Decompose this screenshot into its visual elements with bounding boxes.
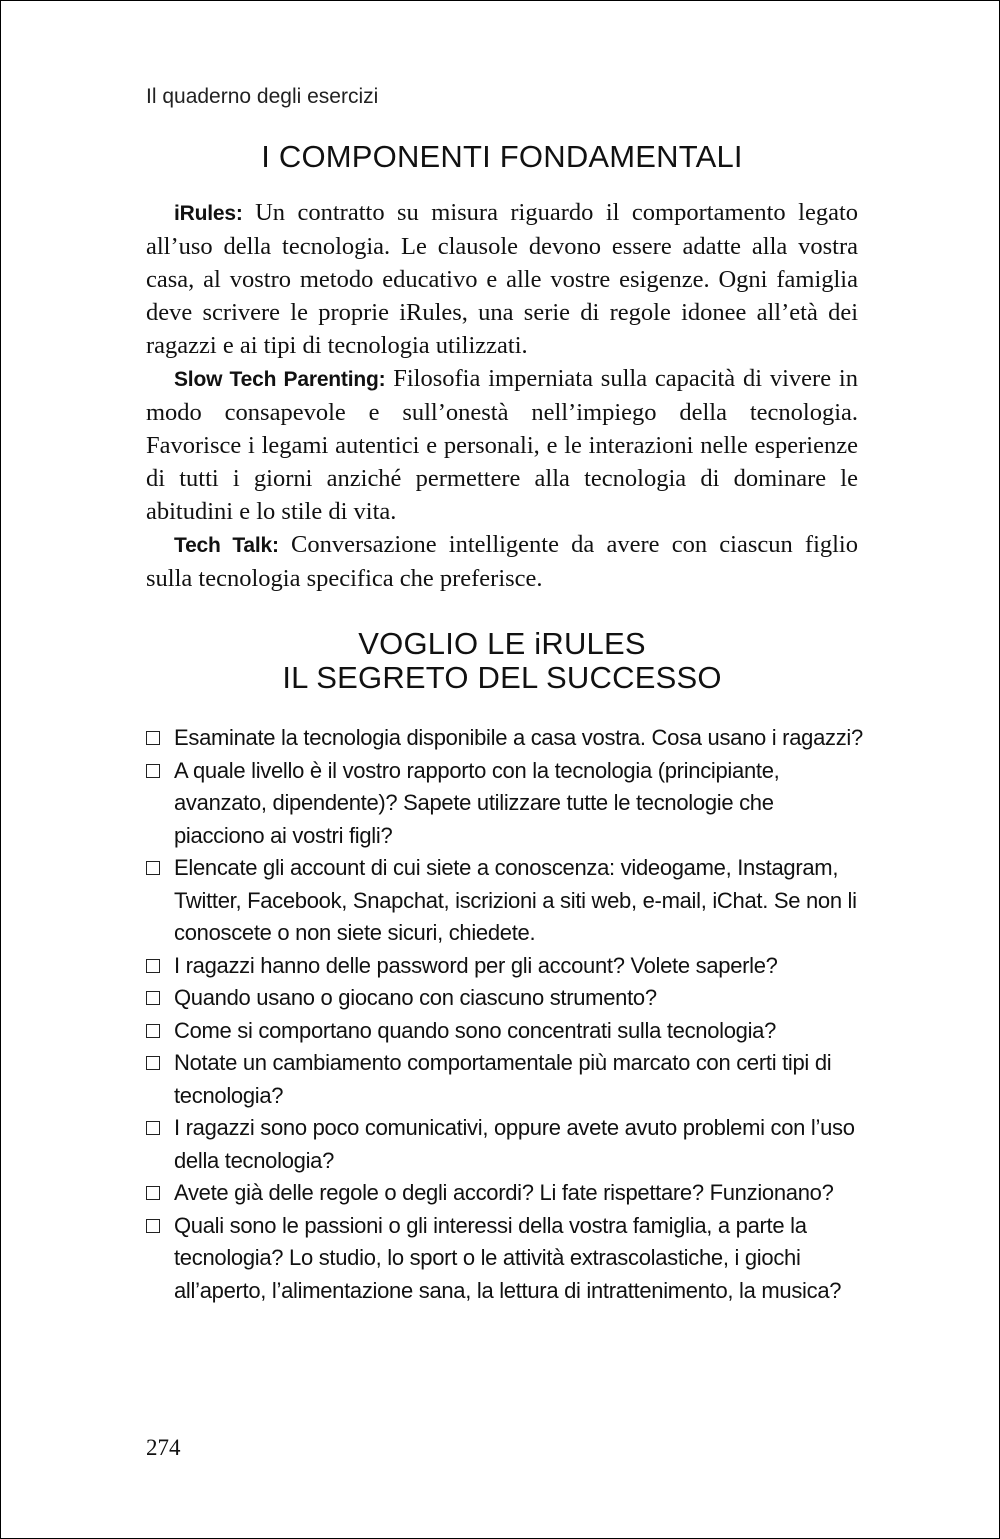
section-title-line: IL SEGRETO DEL SUCCESSO [282, 660, 722, 695]
running-head: Il quaderno degli esercizi [146, 85, 379, 108]
checkbox[interactable] [146, 1056, 160, 1070]
checklist-item-text: Elencate gli account di cui siete a conoscenza: videogame, Instagram, Twitter, Facebook, Snapchat, iscrizioni a siti web, e-mail, iChat. Se non li conoscete o non siete sicuri, chiedete. [174, 855, 857, 945]
checklist-item-text: I ragazzi sono poco comunicativi, oppure avete avuto problemi con l’uso della tecnologia? [174, 1115, 855, 1173]
checklist-item-text: Esaminate la tecnologia disponibile a casa vostra. Cosa usano i ragazzi? [174, 725, 863, 750]
checklist-item-text: I ragazzi hanno delle password per gli account? Volete saperle? [174, 952, 778, 978]
checklist-item-text: Notate un cambiamento comportamentale più marcato con certi tipi di tecnologia? [174, 1050, 832, 1108]
checklist-item [146, 1177, 866, 1210]
checklist-item [146, 852, 866, 950]
checkbox[interactable] [146, 1024, 160, 1038]
checklist-item [146, 950, 866, 983]
definition-paragraph [146, 196, 858, 362]
checkbox[interactable] [146, 959, 160, 973]
checkbox[interactable] [146, 991, 160, 1005]
checklist-item [146, 1015, 866, 1048]
section-title-line: VOGLIO LE iRULES [358, 626, 646, 661]
checkbox[interactable] [146, 764, 160, 778]
definition-term: Tech Talk: [174, 534, 279, 557]
checkbox[interactable] [146, 861, 160, 875]
checklist-item [146, 1047, 866, 1112]
checklist-item-text: Come si comportano quando sono concentrati sulla tecnologia? [174, 1017, 777, 1043]
checklist-item-text: Quali sono le passioni o gli interessi della vostra famiglia, a parte la tecnologia? Lo studio, lo sport o le attività extrascolastiche, i giochi all’aperto, l’alimentazione sana, la lettura di intrattenimento, la musica? [174, 1212, 842, 1303]
checklist-item [146, 722, 866, 755]
definition-text: Un contratto su misura riguardo il comportamento legato all’uso della tecnologia. Le clausole devono essere adatte alla vostra casa, al vostro metodo educativo e alle vostre esigenze. Ogni famiglia deve scrivere le proprie iRules, una serie di regole idonee all’età dei ragazzi e ai tipi di tecnologia utilizzati. [146, 199, 858, 359]
definition-text: Conversazione intelligente da avere con ciascun figlio sulla tecnologia specifica che preferisce. [146, 531, 858, 592]
checklist-item [146, 755, 866, 853]
checklist [146, 722, 866, 1307]
checkbox[interactable] [146, 731, 160, 745]
checkbox[interactable] [146, 1186, 160, 1200]
checklist-item [146, 1210, 866, 1308]
definitions-block [146, 196, 858, 595]
section-title-irules [146, 627, 858, 695]
checkbox[interactable] [146, 1219, 160, 1233]
checklist-item-text: Quando usano o giocano con ciascuno strumento? [174, 985, 657, 1010]
checklist-item [146, 1112, 866, 1177]
definition-term: iRules: [174, 202, 243, 225]
checkbox[interactable] [146, 1121, 160, 1135]
checklist-item-text: Avete già delle regole o degli accordi? Li fate rispettare? Funzionano? [174, 1180, 834, 1205]
definition-paragraph [146, 528, 858, 595]
page-number: 274 [146, 1435, 181, 1460]
section-title-components: I COMPONENTI FONDAMENTALI [261, 139, 743, 174]
definition-term: Slow Tech Parenting: [174, 368, 386, 391]
definition-text: Filosofia imperniata sulla capacità di vivere in modo consapevole e sull’onestà nell’impiego della tecnologia. Favorisce i legami autentici e personali, e le interazioni nelle esperienze di tutti i giorni anziché permettere alla tecnologia di dominare le abitudini e lo stile di vita. [146, 365, 858, 525]
checklist-item-text: A quale livello è il vostro rapporto con la tecnologia (principiante, avanzato, dipendente)? Sapete utilizzare tutte le tecnologie che piacciono ai vostri figli? [174, 757, 780, 848]
checklist-item [146, 982, 866, 1015]
definition-paragraph [146, 362, 858, 528]
